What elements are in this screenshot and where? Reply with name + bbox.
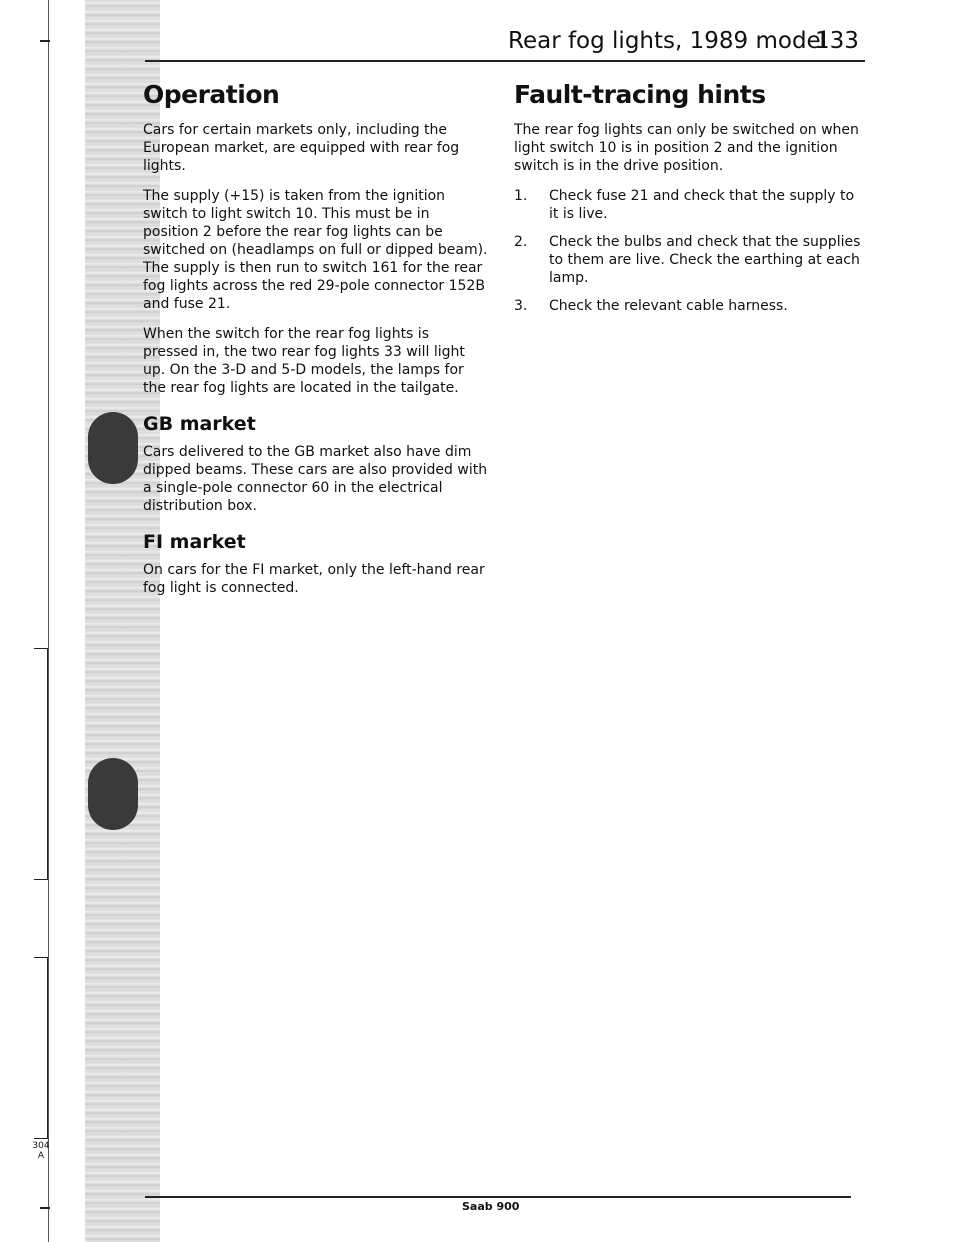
list-item xyxy=(514,187,866,223)
footer-rule xyxy=(145,1196,851,1198)
operation-paragraph: When the switch for the rear fog lights is pressed in, the two rear fog lights 33 will light up. On the 3-D and 5-D models, the lamps for the rear fog lights are located in the tailgate. xyxy=(143,326,465,396)
margin-tick xyxy=(40,1207,50,1209)
margin-tick xyxy=(40,40,50,42)
fi-market-section xyxy=(143,531,488,597)
margin-bracket xyxy=(34,957,48,1139)
step-text: Check the relevant cable harness. xyxy=(549,298,788,314)
operation-paragraph: Cars for certain markets only, including the European market, are equipped with rear fog lights. xyxy=(143,122,460,174)
list-item xyxy=(514,233,866,287)
gb-market-section xyxy=(143,413,488,515)
gb-market-heading: GB market xyxy=(143,413,256,435)
punch-hole xyxy=(88,758,138,830)
margin-note-letter: A xyxy=(37,1151,45,1161)
margin-note xyxy=(32,1141,50,1161)
step-text: Check fuse 21 and check that the supply to it is live. xyxy=(549,188,855,222)
operation-paragraph: The supply (+15) is taken from the ignition switch to light switch 10. This must be in position 2 before the rear fog lights can be switched on (headlamps on full or dipped beam). The supply is then run to switch 161 for the rear fog lights across the red 29-pole connector 152B and fuse 21. xyxy=(143,188,488,312)
page-number: 133 xyxy=(815,28,859,54)
fault-tracing-intro: The rear fog lights can only be switched on when light switch 10 is in position 2 and the ignition switch is in the drive position. xyxy=(514,122,859,174)
header-rule xyxy=(145,60,865,62)
step-number: 2. xyxy=(514,234,528,250)
operation-heading: Operation xyxy=(143,80,280,109)
step-text: Check the bulbs and check that the supplies to them are live. Check the earthing at each lamp. xyxy=(549,234,861,286)
footer-text: Saab 900 xyxy=(462,1200,520,1213)
page-title: Rear fog lights, 1989 model xyxy=(508,28,828,54)
punch-hole xyxy=(88,412,138,484)
fault-tracing-steps xyxy=(514,187,866,315)
list-item xyxy=(514,297,866,315)
left-column xyxy=(143,80,488,609)
fault-tracing-heading: Fault-tracing hints xyxy=(514,80,766,109)
right-column xyxy=(514,80,866,325)
margin-bracket xyxy=(34,648,48,880)
step-number: 3. xyxy=(514,298,528,314)
operation-section xyxy=(143,80,488,397)
fi-market-text: On cars for the FI market, only the left-hand rear fog light is connected. xyxy=(143,562,485,596)
margin-note-number: 304 xyxy=(32,1141,50,1151)
step-number: 1. xyxy=(514,188,528,204)
gb-market-text: Cars delivered to the GB market also have dim dipped beams. These cars are also provided with a single-pole connector 60 in the electrical distribution box. xyxy=(143,444,488,514)
fi-market-heading: FI market xyxy=(143,531,246,553)
margin-line xyxy=(48,0,49,1242)
